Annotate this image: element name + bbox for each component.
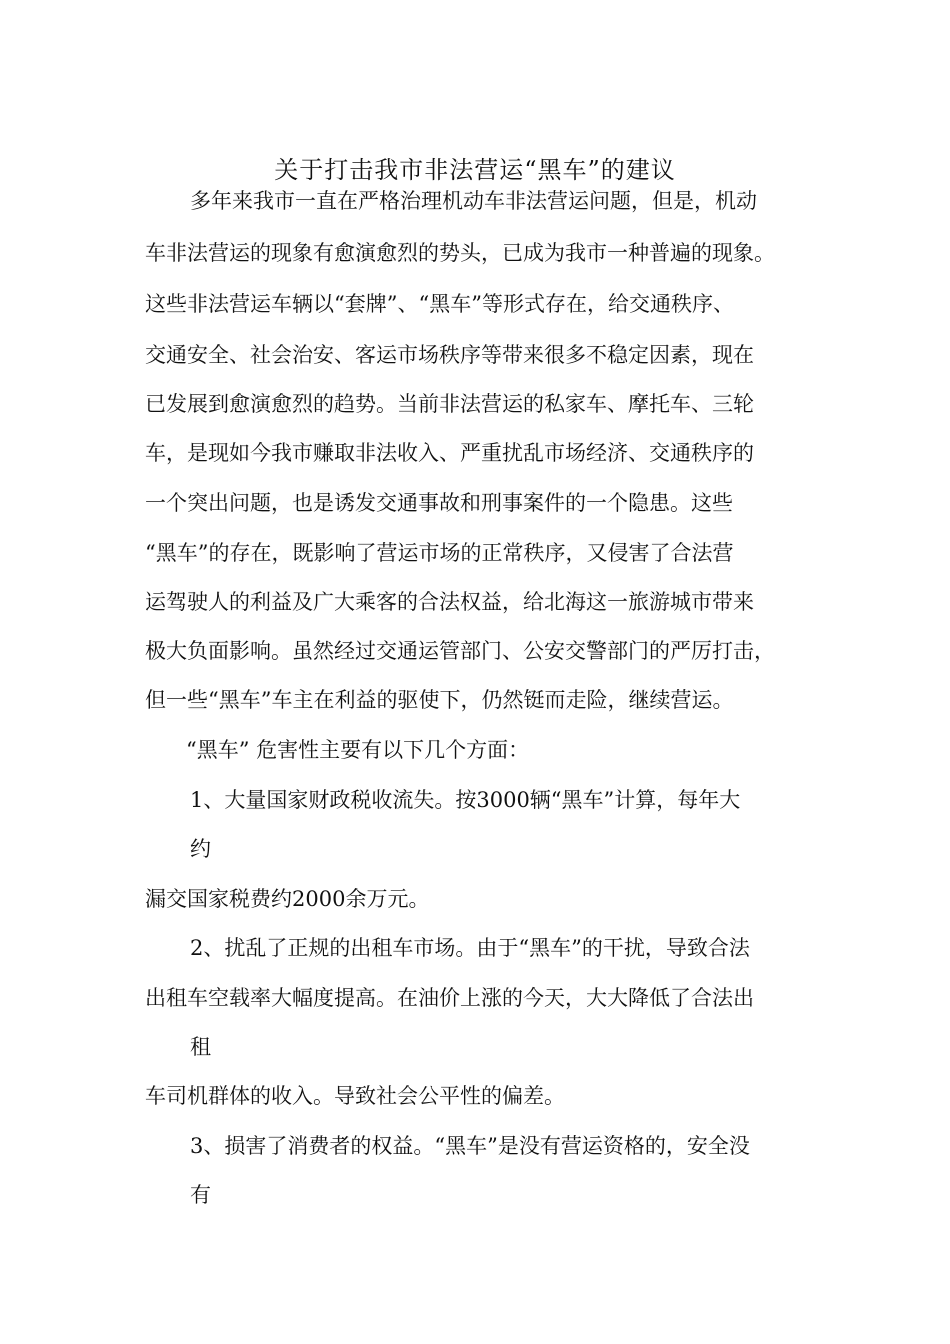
text-line: 但一些“黑车”车主在利益的驱使下，仍然铤而走险，继续营运。: [145, 688, 734, 712]
text-line: 有: [190, 1183, 211, 1207]
text-line: 租: [190, 1035, 211, 1059]
text-line: 车，是现如今我市赚取非法收入、严重扰乱市场经济、交通秩序的: [145, 441, 754, 465]
document-title: 关于打击我市非法营运“黑车”的建议: [274, 156, 676, 185]
text-line: 极大负面影响。虽然经过交通运管部门、公安交警部门的严厉打击，: [145, 639, 775, 663]
text-line: 一个突出问题，也是诱发交通事故和刑事案件的一个隐患。这些: [145, 491, 733, 515]
text-line: 2、扰乱了正规的出租车市场。由于“黑车”的干扰，导致合法: [190, 936, 750, 960]
text-line: 交通安全、社会治安、客运市场秩序等带来很多不稳定因素，现在: [145, 343, 754, 367]
text-line: 漏交国家税费约2000余万元。: [145, 887, 430, 911]
text-line: 多年来我市一直在严格治理机动车非法营运问题，但是，机动: [190, 189, 757, 213]
text-line: 车司机群体的收入。导致社会公平性的偏差。: [145, 1084, 565, 1108]
text-line: 约: [190, 837, 211, 861]
text-line: 3、损害了消费者的权益。“黑车”是没有营运资格的，安全没: [190, 1134, 750, 1158]
text-line: 已发展到愈演愈烈的趋势。当前非法营运的私家车、摩托车、三轮: [145, 392, 754, 416]
text-line: 运驾驶人的利益及广大乘客的合法权益，给北海这一旅游城市带来: [145, 590, 754, 614]
text-line: 这些非法营运车辆以“套牌”、“黑车”等形式存在，给交通秩序、: [145, 292, 734, 316]
text-line: “黑车” 危害性主要有以下几个方面：: [186, 738, 530, 762]
text-line: 车非法营运的现象有愈演愈烈的势头，已成为我市一种普遍的现象。: [145, 241, 775, 265]
text-line: “黑车”的存在，既影响了营运市场的正常秩序，又侵害了合法营: [145, 541, 734, 565]
text-line: 1、大量国家财政税收流失。按3000辆“黑车”计算，每年大: [190, 788, 741, 812]
text-line: 出租车空载率大幅度提高。在油价上涨的今天，大大降低了合法出: [145, 986, 754, 1010]
